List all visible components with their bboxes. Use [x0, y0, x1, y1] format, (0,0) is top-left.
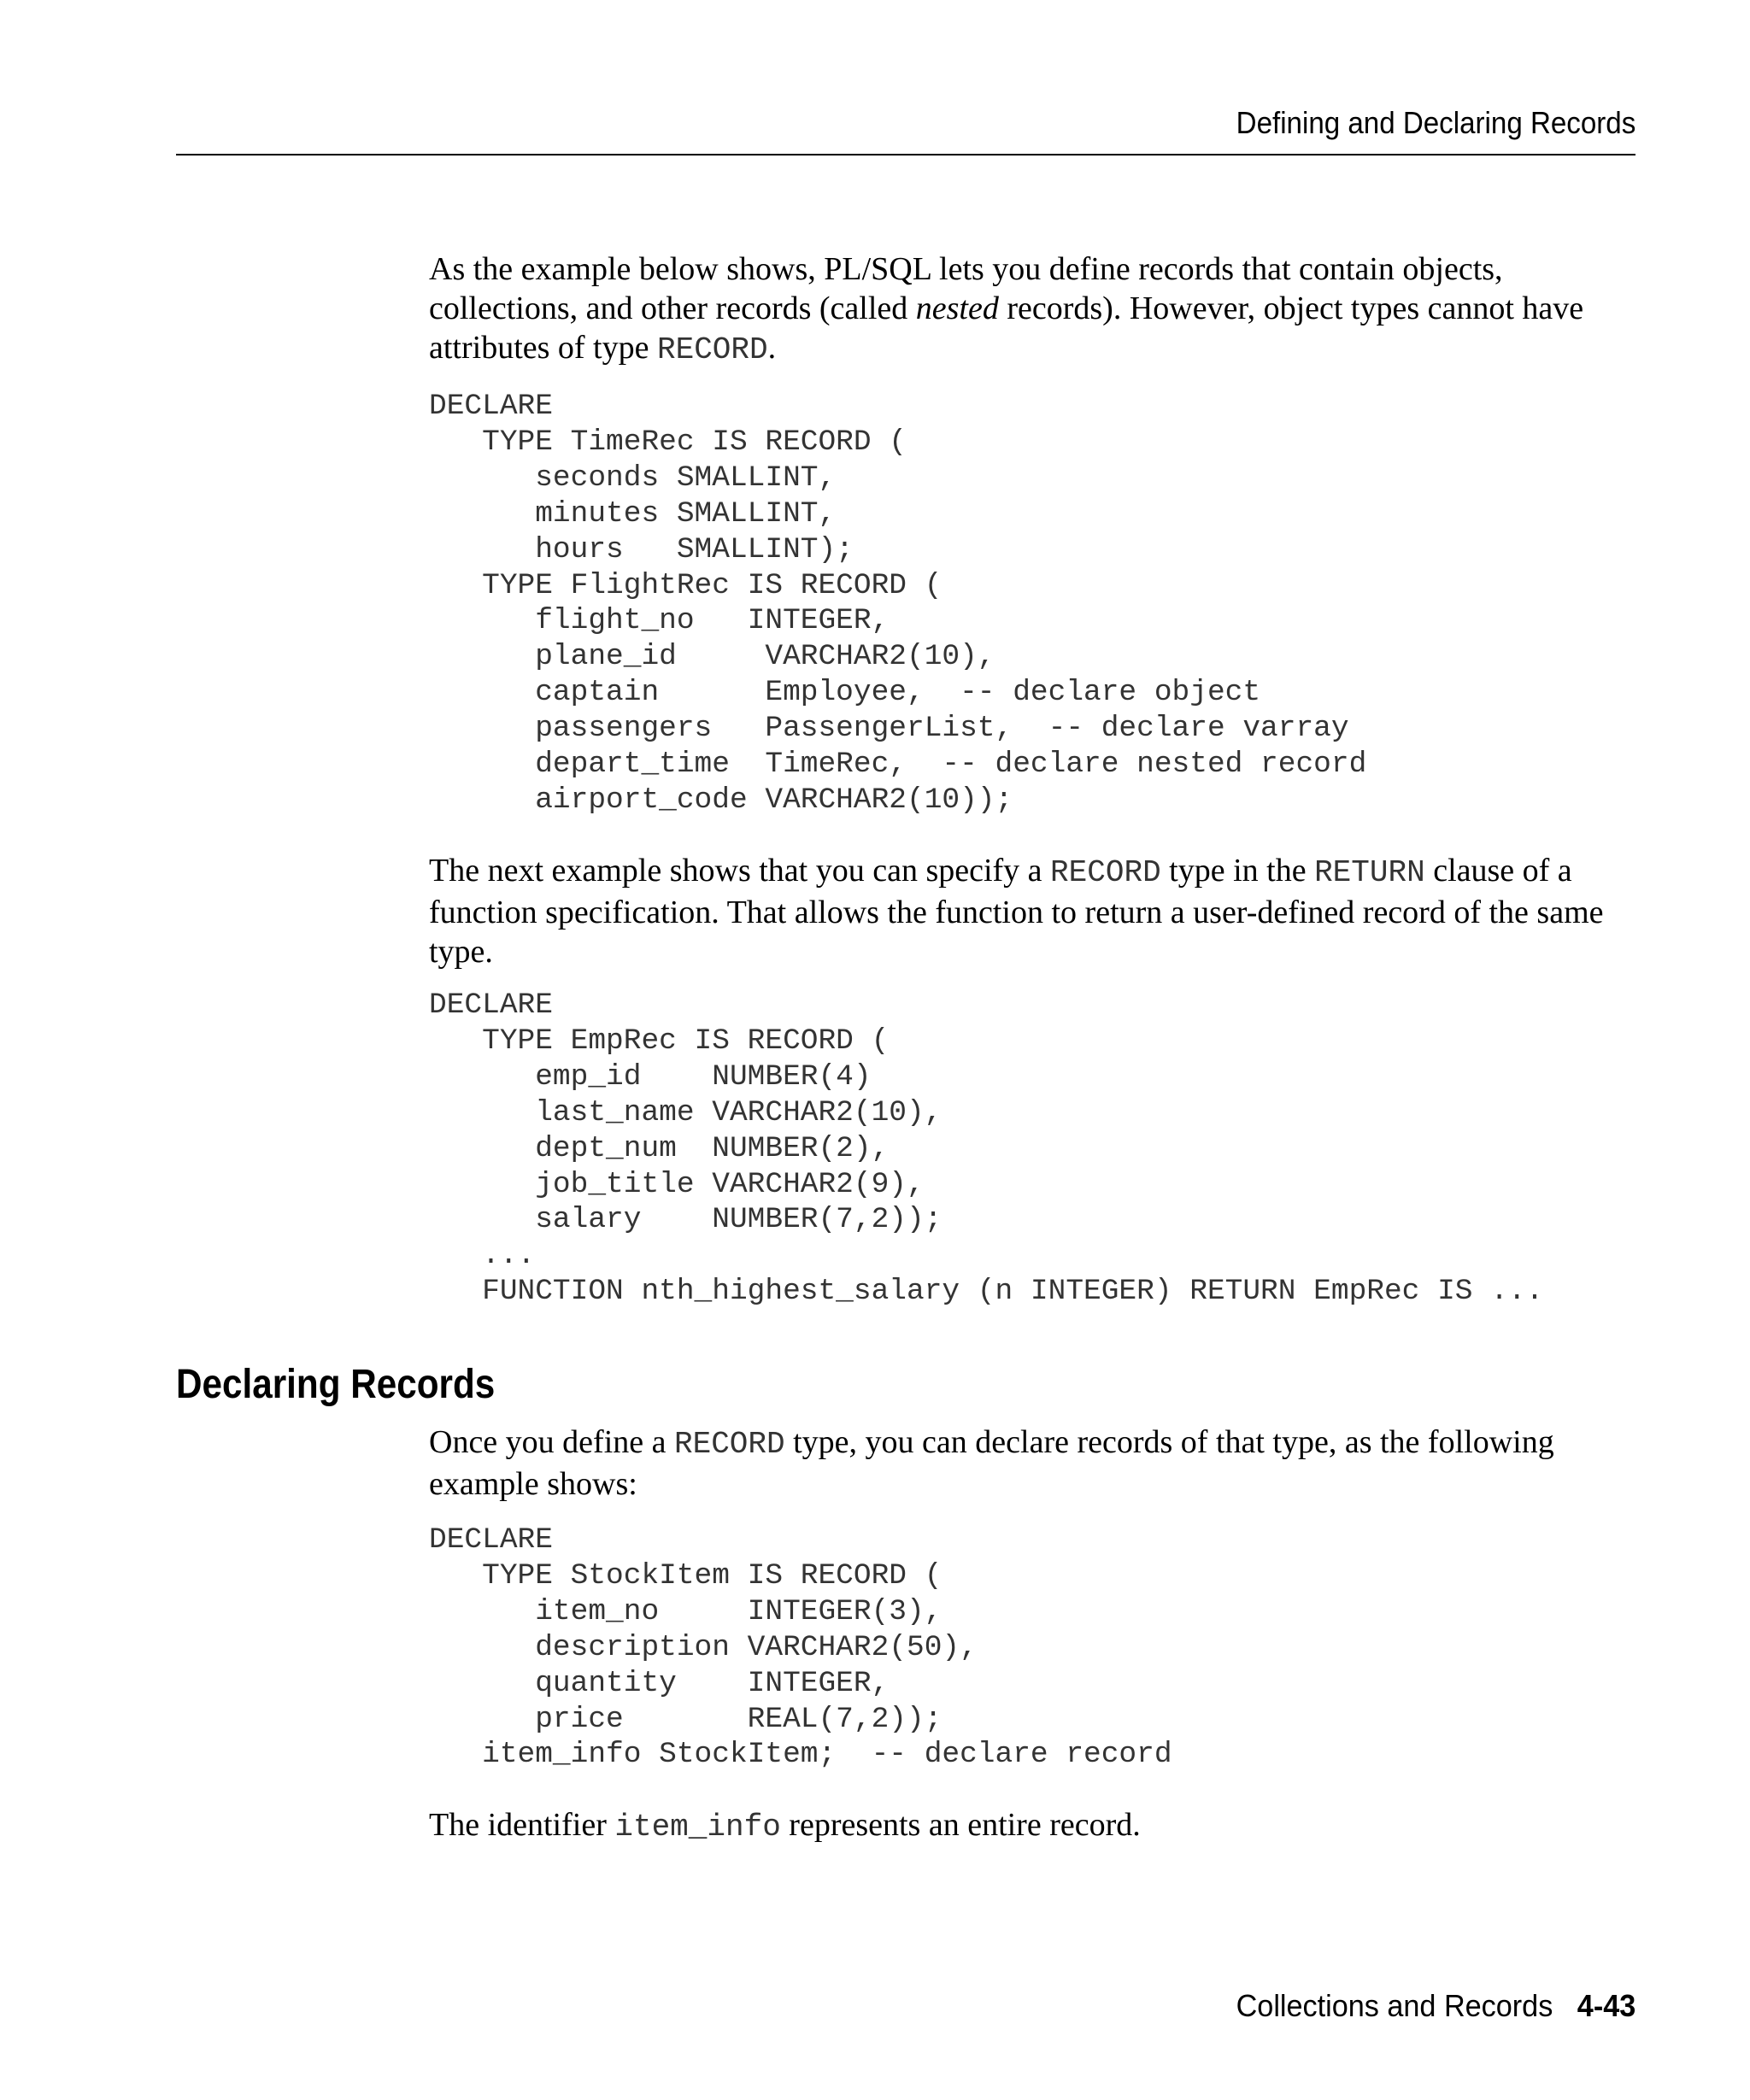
- code-example-flightrec: DECLARE TYPE TimeRec IS RECORD ( seconds SMALLINT, minutes SMALLINT, hours SMALLINT); TYPE FlightRec IS RECORD ( flight_no INTEGER, plane_id VARCHAR2(10), captain Employee, -- declare object passengers PassengerList, -- declare varray depart_time TimeRec, -- declare nested record airport_code VARCHAR2(10));: [429, 390, 1367, 817]
- code-example-stockitem: DECLARE TYPE StockItem IS RECORD ( item_no INTEGER(3), description VARCHAR2(50), quantity INTEGER, price REAL(7,2)); item_info StockItem; -- declare record: [429, 1523, 1172, 1772]
- identifier-text-before: The identifier: [429, 1807, 615, 1843]
- declare-paragraph: [429, 1422, 1630, 1504]
- intro-inline-code: RECORD: [656, 332, 768, 367]
- page-footer: [1236, 1987, 1635, 2025]
- intro-text-before: As the example below shows, PL/SQL lets you define records that contain objects, collections, and other records (called: [429, 251, 1503, 326]
- return-inline-code-return: RETURN: [1314, 855, 1425, 890]
- return-clause-paragraph: [429, 851, 1630, 971]
- declare-text-before: Once you define a: [429, 1424, 674, 1460]
- running-header: Defining and Declaring Records: [1236, 105, 1635, 140]
- declare-inline-code: RECORD: [674, 1427, 785, 1462]
- code-example-emprec: DECLARE TYPE EmpRec IS RECORD ( emp_id NUMBER(4) last_name VARCHAR2(10), dept_num NUMBER(2), job_title VARCHAR2(9), salary NUMBER(7,2)); ... FUNCTION nth_highest_salary (n INTEGER) RETURN EmpRec IS ...: [429, 988, 1544, 1309]
- return-text-middle: type in the: [1160, 853, 1315, 889]
- footer-page-number: 4-43: [1577, 1988, 1635, 2023]
- return-text-after: clause of a function specification. That allows the function to return a user-defined record of the same type.: [429, 853, 1604, 970]
- declare-text-after: type, you can declare records of that type, as the following example shows:: [429, 1424, 1554, 1502]
- identifier-inline-code: item_info: [614, 1810, 781, 1845]
- intro-emphasis: nested: [915, 290, 999, 326]
- header-rule: [176, 154, 1635, 155]
- identifier-text-after: represents an entire record.: [780, 1807, 1141, 1843]
- return-inline-code-record: RECORD: [1050, 855, 1161, 890]
- intro-paragraph: [429, 249, 1630, 370]
- intro-text-middle: records). However, object types cannot have attributes of type: [429, 290, 1584, 366]
- footer-chapter-title: Collections and Records: [1236, 1988, 1553, 2023]
- return-text-before: The next example shows that you can specify a: [429, 853, 1051, 889]
- section-heading-declaring-records: Declaring Records: [176, 1362, 496, 1407]
- intro-text-after: .: [767, 330, 777, 366]
- identifier-paragraph: [429, 1805, 1630, 1847]
